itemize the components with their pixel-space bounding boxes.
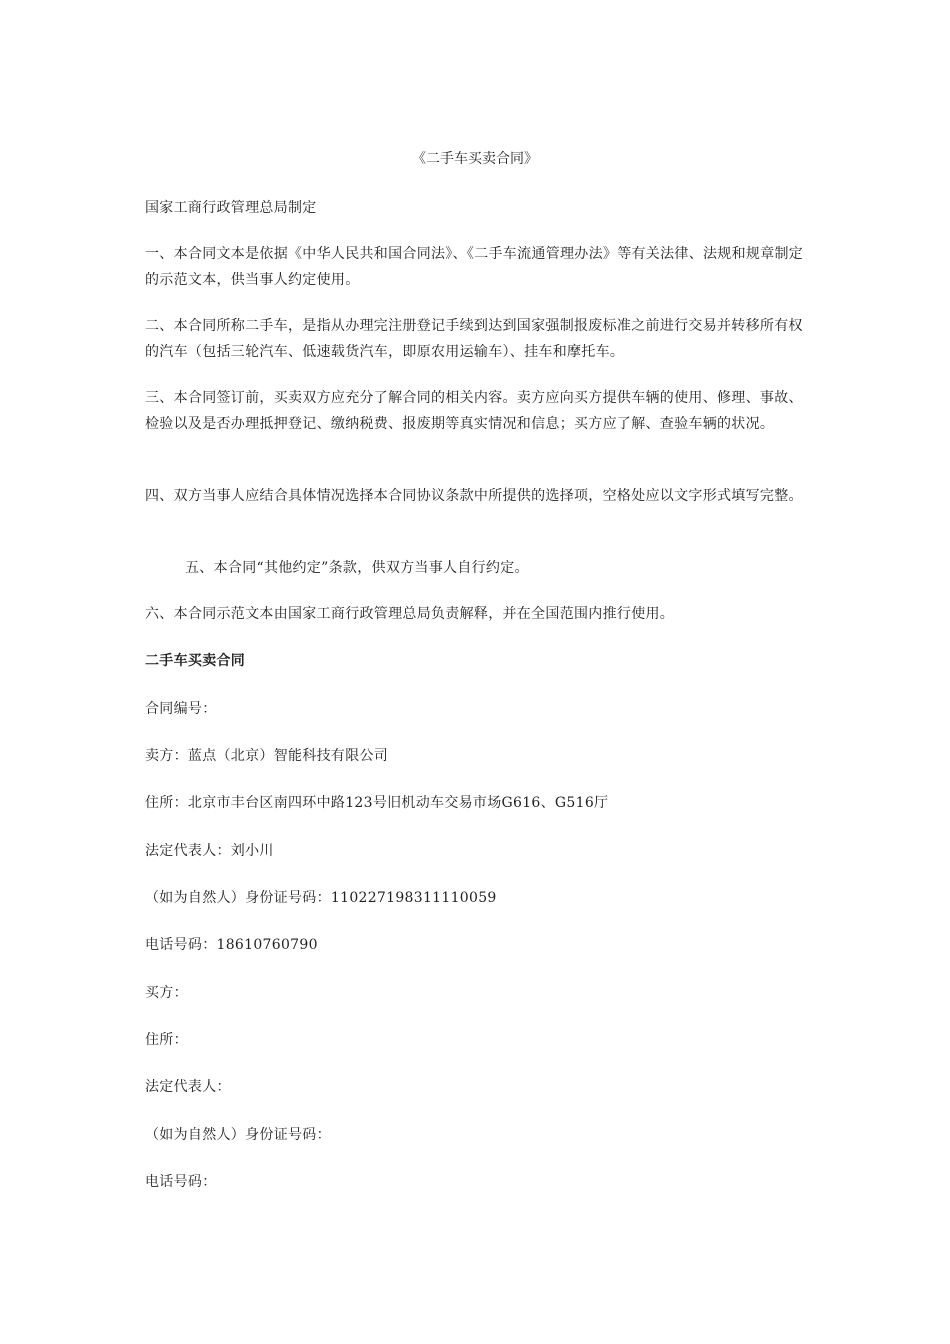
issuer-line: 国家工商行政管理总局制定	[145, 200, 317, 216]
note-3: 三、本合同签订前，买卖双方应充分了解合同的相关内容。卖方应向买方提供车辆的使用、修理、事故、检验以及是否办理抵押登记、缴纳税费、报废期等真实情况和信息；买方应了解、查验车辆的状况。	[145, 390, 803, 432]
contract-number: 合同编号：	[145, 701, 217, 717]
seller-id-number: （如为自然人）身份证号码：110227198311110059	[145, 890, 497, 906]
buyer-legal-representative: 法定代表人：	[145, 1079, 231, 1095]
seller-legal-representative: 法定代表人：刘小川	[145, 843, 274, 859]
buyer-id-number: （如为自然人）身份证号码：	[145, 1127, 331, 1143]
note-6: 六、本合同示范文本由国家工商行政管理总局负责解释，并在全国范围内推行使用。	[145, 606, 675, 622]
seller-name: 卖方：蓝点（北京）智能科技有限公司	[145, 748, 389, 764]
buyer-name: 买方：	[145, 985, 188, 1001]
seller-phone: 电话号码：18610760790	[145, 937, 318, 953]
buyer-address: 住所：	[145, 1032, 188, 1048]
contract-heading: 二手车买卖合同	[145, 653, 246, 669]
note-5: 五、本合同“其他约定”条款，供双方当事人自行约定。	[185, 560, 529, 576]
note-4: 四、双方当事人应结合具体情况选择本合同协议条款中所提供的选择项，空格处应以文字形式填写完整。	[145, 488, 803, 504]
document-title: 《二手车买卖合同》	[412, 151, 538, 167]
seller-address: 住所：北京市丰台区南四环中路123号旧机动车交易市场G616、G516厅	[145, 795, 609, 811]
note-1: 一、本合同文本是依据《中华人民共和国合同法》、《二手车流通管理办法》等有关法律、法规和规章制定的示范文本，供当事人约定使用。	[145, 246, 804, 288]
buyer-phone: 电话号码：	[145, 1174, 217, 1190]
note-2: 二、本合同所称二手车，是指从办理完注册登记手续到达到国家强制报废标准之前进行交易并转移所有权的汽车（包括三轮汽车、低速载货汽车，即原农用运输车）、挂车和摩托车。	[145, 318, 803, 360]
